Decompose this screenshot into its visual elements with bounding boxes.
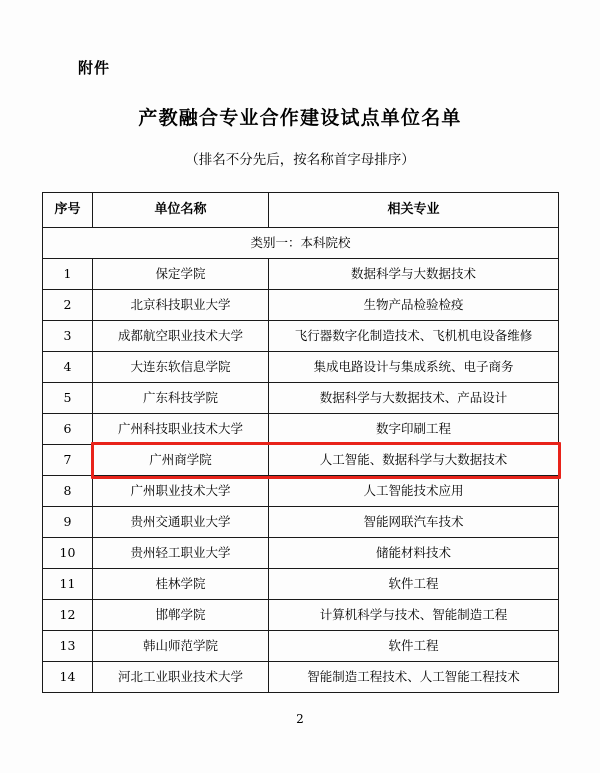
cell-unit-name: 广州商学院 <box>93 445 269 476</box>
cell-unit-name: 成都航空职业技术大学 <box>93 321 269 352</box>
table-header-row <box>43 193 559 228</box>
unit-list-table <box>42 192 559 693</box>
unit-list-table-wrapper <box>42 192 558 693</box>
cell-no: 14 <box>43 662 93 693</box>
table-row <box>43 352 559 383</box>
cell-unit-name: 邯郸学院 <box>93 600 269 631</box>
cell-no: 6 <box>43 414 93 445</box>
attachment-label: 附件 <box>78 59 111 77</box>
cell-major: 人工智能技术应用 <box>269 476 559 507</box>
cell-no: 10 <box>43 538 93 569</box>
cell-no: 7 <box>43 445 93 476</box>
cell-unit-name: 河北工业职业技术大学 <box>93 662 269 693</box>
category-label: 类别一：本科院校 <box>43 228 559 259</box>
cell-no: 2 <box>43 290 93 321</box>
cell-major: 人工智能、数据科学与大数据技术 <box>269 445 559 476</box>
column-header-name: 单位名称 <box>93 193 269 228</box>
table-header <box>43 193 559 228</box>
cell-no: 3 <box>43 321 93 352</box>
table-row <box>43 662 559 693</box>
cell-no: 1 <box>43 259 93 290</box>
cell-no: 5 <box>43 383 93 414</box>
table-row <box>43 631 559 662</box>
table-body <box>43 228 559 693</box>
cell-unit-name: 北京科技职业大学 <box>93 290 269 321</box>
page-subtitle: （排名不分先后，按名称首字母排序） <box>185 152 415 168</box>
page-number: 2 <box>296 712 304 726</box>
table-row <box>43 414 559 445</box>
cell-major: 储能材料技术 <box>269 538 559 569</box>
cell-no: 11 <box>43 569 93 600</box>
table-row <box>43 290 559 321</box>
cell-major: 数据科学与大数据技术、产品设计 <box>269 383 559 414</box>
cell-major: 计算机科学与技术、智能制造工程 <box>269 600 559 631</box>
table-row <box>43 600 559 631</box>
cell-unit-name: 贵州轻工职业大学 <box>93 538 269 569</box>
table-row <box>43 259 559 290</box>
cell-major: 智能网联汽车技术 <box>269 507 559 538</box>
column-header-no: 序号 <box>43 193 93 228</box>
cell-major: 软件工程 <box>269 569 559 600</box>
cell-unit-name: 大连东软信息学院 <box>93 352 269 383</box>
cell-no: 8 <box>43 476 93 507</box>
table-row <box>43 476 559 507</box>
cell-unit-name: 广州科技职业技术大学 <box>93 414 269 445</box>
column-header-major: 相关专业 <box>269 193 559 228</box>
cell-major: 智能制造工程技术、人工智能工程技术 <box>269 662 559 693</box>
cell-unit-name: 韩山师范学院 <box>93 631 269 662</box>
cell-major: 生物产品检验检疫 <box>269 290 559 321</box>
table-row <box>43 507 559 538</box>
cell-unit-name: 广州职业技术大学 <box>93 476 269 507</box>
cell-no: 9 <box>43 507 93 538</box>
cell-no: 12 <box>43 600 93 631</box>
cell-major: 飞行器数字化制造技术、飞机机电设备维修 <box>269 321 559 352</box>
table-row <box>43 538 559 569</box>
table-row <box>43 383 559 414</box>
cell-unit-name: 桂林学院 <box>93 569 269 600</box>
table-category-row <box>43 228 559 259</box>
cell-unit-name: 广东科技学院 <box>93 383 269 414</box>
table-row <box>43 569 559 600</box>
table-row <box>43 321 559 352</box>
page-title: 产教融合专业合作建设试点单位名单 <box>138 107 462 129</box>
cell-unit-name: 保定学院 <box>93 259 269 290</box>
table-row <box>43 445 559 476</box>
cell-unit-name: 贵州交通职业大学 <box>93 507 269 538</box>
cell-major: 软件工程 <box>269 631 559 662</box>
cell-major: 集成电路设计与集成系统、电子商务 <box>269 352 559 383</box>
cell-major: 数字印刷工程 <box>269 414 559 445</box>
cell-major: 数据科学与大数据技术 <box>269 259 559 290</box>
cell-no: 13 <box>43 631 93 662</box>
cell-no: 4 <box>43 352 93 383</box>
